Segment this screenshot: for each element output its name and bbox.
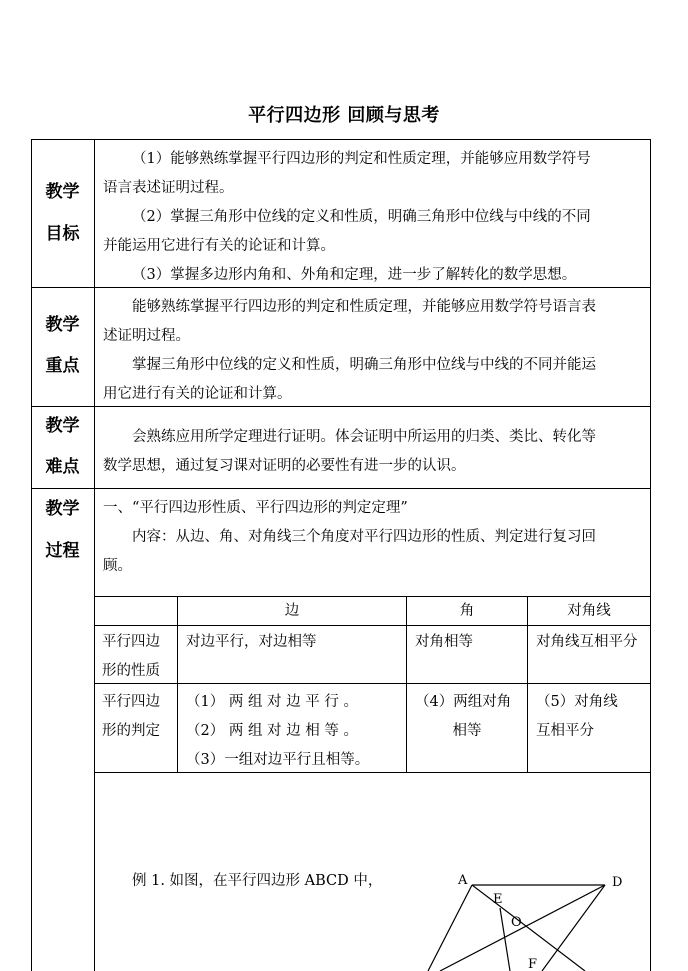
difficulties-line-2: 数学思想，通过复习课对证明的必要性有进一步的认识。 bbox=[103, 458, 466, 474]
row2-label-line-1: 平行四边 bbox=[102, 694, 160, 710]
label-e: E bbox=[493, 892, 503, 907]
table-border-right bbox=[650, 139, 651, 971]
row2-side-line-3: （3）一组对边平行且相等。 bbox=[186, 752, 370, 768]
goals-line-4: 并能运用它进行有关的论证和计算。 bbox=[103, 238, 335, 254]
process-label-top: 教学 bbox=[45, 499, 80, 519]
label-o: O bbox=[511, 915, 522, 930]
row-divider-2 bbox=[31, 406, 651, 407]
goals-line-2: 语言表述证明过程。 bbox=[103, 180, 234, 196]
row2-side-line-1: （1） 两 组 对 边 平 行 。 bbox=[186, 694, 358, 710]
row-divider-1 bbox=[31, 287, 651, 288]
table-border-divider bbox=[94, 139, 95, 971]
row2-angle-line-2: 相等 bbox=[452, 723, 482, 739]
process-label-bottom: 过程 bbox=[45, 541, 80, 561]
key-points-label-bottom: 重点 bbox=[45, 356, 80, 376]
goals-label-top: 教学 bbox=[45, 182, 80, 202]
process-section-heading: 一、“平行四边形性质、平行四边形的判定定理” bbox=[103, 500, 408, 516]
goals-line-1: （1）能够熟练掌握平行四边形的判定和性质定理，并能够应用数学符号 bbox=[132, 151, 591, 167]
header-diagonal: 对角线 bbox=[567, 603, 611, 619]
goals-label-bottom: 目标 bbox=[45, 224, 80, 244]
label-d: D bbox=[612, 875, 623, 890]
key-points-line-4: 用它进行有关的论证和计算。 bbox=[103, 386, 292, 402]
goals-line-3: （2）掌握三角形中位线的定义和性质，明确三角形中位线与中线的不同 bbox=[132, 209, 591, 225]
parallelogram-diagram bbox=[410, 868, 650, 971]
goals-line-5: （3）掌握多边形内角和、外角和定理，进一步了解转化的数学思想。 bbox=[132, 267, 577, 283]
table-border-top bbox=[31, 139, 651, 140]
difficulties-label-top: 教学 bbox=[45, 416, 80, 436]
row-divider-3 bbox=[31, 488, 651, 489]
row1-label-line-1: 平行四边 bbox=[102, 634, 160, 650]
key-points-line-2: 述证明过程。 bbox=[103, 328, 190, 344]
row1-diagonal: 对角线互相平分 bbox=[536, 634, 638, 650]
page-title: 平行四边形 回顾与思考 bbox=[248, 105, 440, 126]
row2-side-line-2: （2） 两 组 对 边 相 等 。 bbox=[186, 723, 358, 739]
row1-side: 对边平行，对边相等 bbox=[186, 634, 317, 650]
key-points-line-1: 能够熟练掌握平行四边形的判定和性质定理，并能够应用数学符号语言表 bbox=[132, 299, 596, 315]
difficulties-line-1: 会熟练应用所学定理进行证明。体会证明中所运用的归类、类比、转化等 bbox=[132, 429, 596, 445]
process-content-line-2: 顾。 bbox=[103, 558, 132, 574]
example-1-text: 例 1. 如图，在平行四边形 ABCD 中， bbox=[132, 873, 383, 889]
row2-diagonal-line-2: 互相平分 bbox=[536, 723, 594, 739]
row2-diagonal-line-1: （5）对角线 bbox=[536, 694, 618, 710]
key-points-label-top: 教学 bbox=[45, 315, 80, 335]
label-f: F bbox=[528, 957, 538, 971]
header-side: 边 bbox=[284, 603, 300, 619]
row1-label-line-2: 形的性质 bbox=[102, 663, 160, 679]
row2-angle-line-1: （4）两组对角 bbox=[415, 694, 512, 710]
difficulties-label-bottom: 难点 bbox=[45, 457, 80, 477]
side-dc bbox=[542, 885, 605, 971]
process-content-line-1: 内容：从边、角、对角线三个角度对平行四边形的性质、判定进行复习回 bbox=[132, 529, 596, 545]
row2-label-line-2: 形的判定 bbox=[102, 723, 160, 739]
label-a: A bbox=[458, 873, 468, 888]
header-angle: 角 bbox=[459, 603, 475, 619]
row1-angle: 对角相等 bbox=[415, 634, 473, 650]
key-points-line-3: 掌握三角形中位线的定义和性质，明确三角形中位线与中线的不同并能运 bbox=[132, 357, 596, 373]
